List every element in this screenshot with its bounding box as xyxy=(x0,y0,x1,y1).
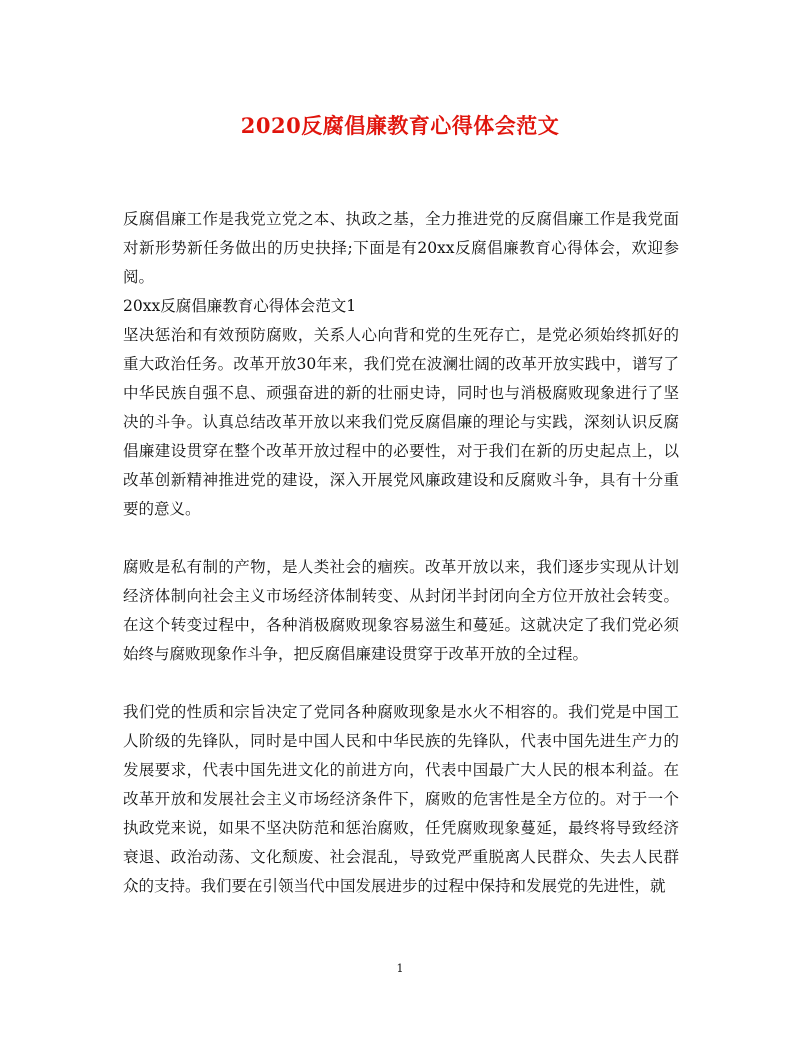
body-paragraph-2: 腐败是私有制的产物，是人类社会的痼疾。改革开放以来，我们逐步实现从计划经济体制向社会主义市场经济体制转变、从封闭半封闭向全方位开放社会转变。在这个转变过程中，各种消极腐败现象容易滋生和蔓延。这就决定了我们党必须始终与腐败现象作斗争，把反腐倡廉建设贯穿于改革开放的全过程。 xyxy=(123,558,679,663)
page-number: 1 xyxy=(396,962,404,975)
body-paragraph-1: 坚决惩治和有效预防腐败，关系人心向背和党的生死存亡，是党必须始终抓好的重大政治任务。改革开放30年来，我们党在波澜壮阔的改革开放实践中，谱写了中华民族自强不息、顽强奋进的新的壮丽史诗，同时也与消极腐败现象进行了坚决的斗争。认真总结改革开放以来我们党反腐倡廉的理论与实践，深刻认识反腐倡廉建设贯穿在整个改革开放过程中的必要性，对于我们在新的历史起点上，以改革创新精神推进党的建设，深入开展党风廉政建设和反腐败斗争，具有十分重要的意义。 xyxy=(123,326,679,518)
document-title: 2020反腐倡廉教育心得体会范文 xyxy=(240,113,560,138)
body-paragraph-3: 我们党的性质和宗旨决定了党同各种腐败现象是水火不相容的。我们党是中国工人阶级的先锋队，同时是中国人民和中华民族的先锋队，代表中国先进生产力的发展要求，代表中国先进文化的前进方向，代表中国最广大人民的根本利益。在改革开放和发展社会主义市场经济条件下，腐败的危害性是全方位的。对于一个执政党来说，如果不坚决防范和惩治腐败，任凭腐败现象蔓延，最终将导致经济衰退、政治动荡、文化颓废、社会混乱，导致党严重脱离人民群众、失去人民群众的支持。我们要在引领当代中国发展进步的过程中保持和发展党的先进性，就 xyxy=(123,703,679,895)
intro-paragraph: 反腐倡廉工作是我党立党之本、执政之基，全力推进党的反腐倡廉工作是我党面对新形势新任务做出的历史抉择;下面是有20xx反腐倡廉教育心得体会，欢迎参阅。 xyxy=(123,210,679,286)
section-heading: 20xx反腐倡廉教育心得体会范文1 xyxy=(123,297,357,315)
document-body xyxy=(123,205,679,901)
